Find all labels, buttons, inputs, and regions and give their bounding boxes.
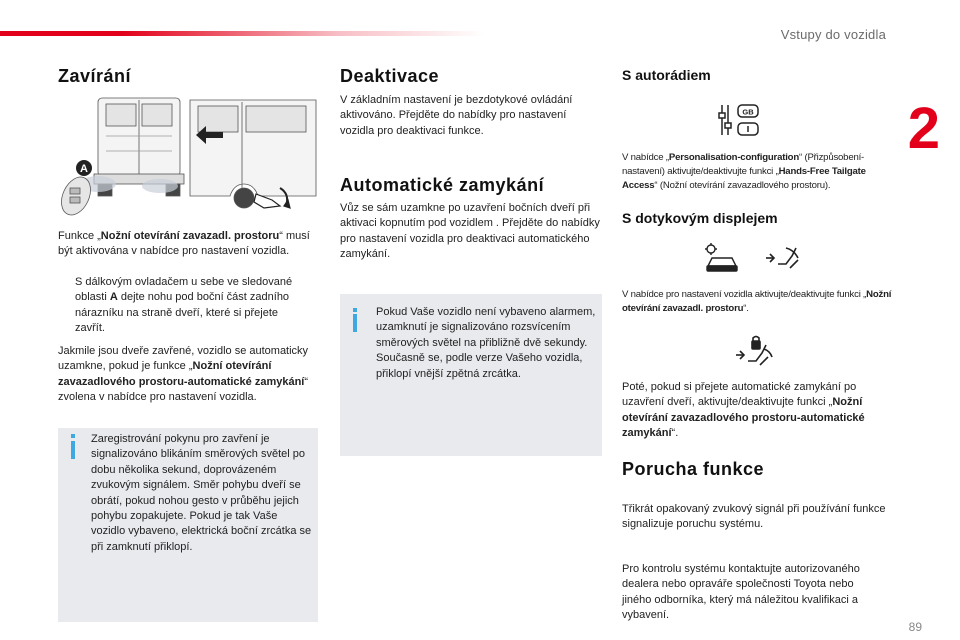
paragraph-automatic-locking: Vůz se sám uzamkne po uzavření bočních dveří při aktivaci kopnutím pod vozidlem . Přejděte do nabídky pro nastavení vozidla pro deaktivaci automatického zamykání. [340,202,600,261]
header-accent-bar [0,31,485,36]
paragraph-function-activation: Funkce „Nožní otevírání zavazadl. prostoru“ musí být aktivována v nabídce pro nastavení vozidla. [58,230,310,258]
foot-gesture-icon [764,244,802,272]
paragraph-touchscreen-instructions: V nabídce pro nastavení vozidla aktivujte/deaktivujte funkci „Nožní otevírání zavazadl. prostoru“. [622,289,892,315]
heading-s-autoradiem: S autorádiem [622,67,711,83]
foot-lock-icon [734,335,776,369]
gb-label: GB [742,107,754,117]
paragraph-radio-instructions: V nabídce „Personalisation-configuration“ (Přizpůsobení-nastavení) aktivujte/deaktivujte funkci „Hands-Free Tailgate Access“ (Nožní otevírání zavazadlového prostoru). [622,152,866,192]
heading-deaktivace: Deaktivace [340,66,440,86]
van-side-view [190,100,316,208]
paragraph-auto-lock-touchscreen: Poté, pokud si přejete automatické zamykání po uzavření dveří, aktivujte/deaktivujte funkci „Nožní otevírání zavazadlového prostoru-automatické zamykání“. [622,381,865,440]
section-title: Vstupy do vozidla [780,27,886,42]
heading-porucha-funkce: Porucha funkce [622,459,765,479]
paragraph-malfunction-signal: Třikrát opakovaný zvukový signál při používání funkce signalizuje poruchu systému. [622,503,886,531]
car-settings-icon [704,242,742,274]
paragraph-auto-lock: Jakmile jsou dveře zavřené, vozidlo se automaticky uzamkne, pokud je funkce „Nožní otevírání zavazadlového prostoru-automatické zamykání“ zvolena v nabídce pro nastavení vozidla. [58,345,309,404]
info-icon-dot [71,434,75,438]
info-box-alarm [340,294,602,456]
van-illustration [58,96,320,221]
info-icon-bar [71,441,75,459]
heading-s-dotykovym-displejem: S dotykovým displejem [622,210,778,226]
info-text: Zaregistrování pokynu pro zavření je signalizováno blikáním směrových světel po dobu několika sekund, doprovázeném zvukovým signálem. Směr pohybu dveří se obrátí, pokud nohou gesto v průběhu jejich pohybu zopakujete. Pokud je tak Vaše vozidlo vybaveno, elektrická boční zrcátka se při zamknutí přiklopí. [91,433,312,553]
settings-sliders-icon [718,103,760,139]
info-icon-bar [353,314,357,332]
label-a: A [80,163,88,175]
heading-automaticke-zamykani: Automatické zamykání [340,175,545,195]
chapter-number: 2 [907,96,940,161]
info-box-close-signal [58,428,318,622]
bullet-close-instruction: S dálkovým ovladačem u sebe ve sledované oblasti A dejte nohu pod boční část zadního nárazníku na straně dveří, které si přejete zavřít. [75,276,293,335]
page-number: 89 [908,620,922,634]
info-icon-dot [353,308,357,312]
paragraph-deactivation: V základním nastavení je bezdotykové ovládání aktivováno. Přejděte do nabídky pro nastavení vozidla pro deaktivaci funkce. [340,94,573,137]
paragraph-contact-dealer: Pro kontrolu systému kontaktujte autorizovaného dealera nebo opraváře společnosti Toyota nebo jiného odborníka, který má náležitou kvalifikaci a vybavení. [622,563,860,622]
heading-zavirani: Zavírání [58,66,132,86]
detection-zone-right [142,179,178,193]
info-text: Pokud Vaše vozidlo není vybaveno alarmem, uzamknutí je signalizováno rozsvícením směrových světel na přibližně dvě sekundy. Současně se, podle verze Vašeho vozidla, přiklopí vnější zpětná zrcátka. [376,306,596,380]
